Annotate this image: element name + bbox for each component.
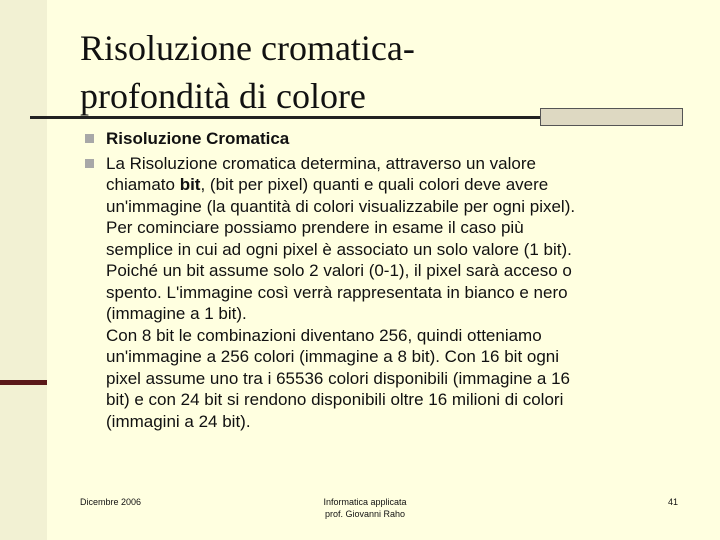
paragraph-text-rest: , (bit per pixel) quanti e quali colori deve avere un'immagine (la quantità di colori visualizzabile per ogni pixel). Per cominciare possiamo prendere in esame il caso più semplice in cui ad ogni pixel è associato un solo valore (1 bit). Poiché un bit assume solo 2 valori (0-1), il pixel sarà acceso o spento. L'immagine così verrà rappresentata in bianco e nero (immagine a 1 bit). Con 8 bit le combinazioni diventano 256, quindi otteniamo un'immagine a 256 colori (immagine a 8 bit). Con 16 bit ogni pixel assume uno tra i 65536 colori disponibili (immagine a 16 bit) e con 24 bit si rendono disponibili oltre 16 milioni di colori (immagini a 24 bit). [106, 175, 576, 431]
bullet-list [85, 128, 685, 432]
footer-date: Dicembre 2006 [80, 497, 142, 507]
bullet-paragraph [106, 154, 575, 431]
slide-title [80, 24, 680, 120]
title-line-1: Risoluzione cromatica- [80, 28, 415, 68]
left-decorative-bar [0, 0, 47, 540]
square-bullet-icon [85, 134, 94, 143]
bullet-item-1 [85, 128, 685, 150]
footer-course-title: Informatica applicata [323, 497, 407, 507]
title-line-2: profondità di colore [80, 76, 366, 116]
footer-page-number: 41 [667, 497, 678, 507]
bullet-item-2 [85, 153, 685, 433]
square-bullet-icon [85, 159, 94, 168]
footer-course [290, 496, 440, 520]
title-decorative-box [540, 108, 683, 126]
paragraph-bold-term: bit [179, 175, 201, 194]
bullet-heading: Risoluzione Cromatica [106, 129, 290, 148]
paragraph-text-start: La Risoluzione cromatica determina, attraverso un valore chiamato [106, 153, 536, 194]
footer-course-author: prof. Giovanni Raho [324, 509, 406, 519]
left-accent-stripe [0, 380, 47, 385]
